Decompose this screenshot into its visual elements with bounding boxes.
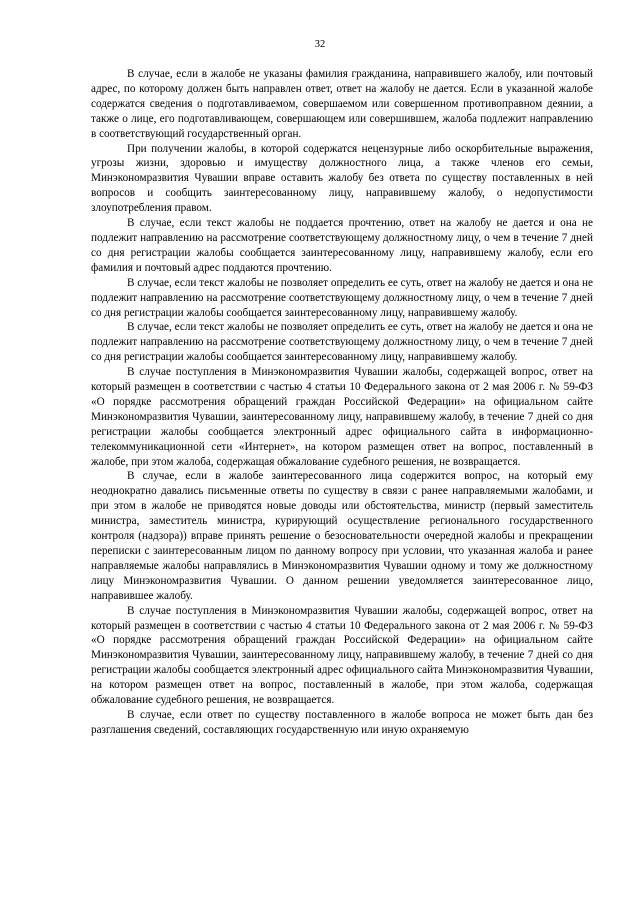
paragraph-unclear-essence: В случае, если текст жалобы не позволяет определить ее суть, ответ на жалобу не дается и она не подлежит направлению на рассмотрение соответствующему должностному лицу, о чем в течение 7 дней со дня регистрации жалобы сообщается заинтересованному лицу, направившему жалобу. xyxy=(91,276,593,319)
paragraph-unclear-essence-repeat: В случае, если текст жалобы не позволяет определить ее суть, ответ на жалобу не дается и она не подлежит направлению на рассмотрение соответствующему должностному лицу, о чем в течение 7 дней со дня регистрации жалобы сообщается заинтересованному лицу, направившему жалобу. xyxy=(91,321,593,364)
document-body xyxy=(91,67,593,738)
paragraph-answer-on-website-repeat: В случае поступления в Минэкономразвития Чувашии жалобы, содержащей вопрос, ответ на который размещен в соответствии с частью 4 статьи 10 Федерального закона от 2 мая 2006 г. № 59-ФЗ «О порядке рассмотрения обращений граждан Российской Федерации» на официальном сайте Минэкономразвития Чувашии, заинтересованному лицу, направившему жалобу, в течение 7 дней со дня регистрации жалобы сообщается электронный адрес официального сайта Минэкономразвития Чувашии, на котором размещен ответ на вопрос, поставленный в жалобе, при этом жалоба, содержащая обжалование судебного решения, не возвращается. xyxy=(91,604,593,707)
paragraph-answer-on-website: В случае поступления в Минэкономразвития Чувашии жалобы, содержащей вопрос, ответ на который размещен в соответствии с частью 4 статьи 10 Федерального закона от 2 мая 2006 г. № 59-ФЗ «О порядке рассмотрения обращений граждан Российской Федерации» на официальном сайте Минэкономразвития Чувашии, заинтересованному лицу, направившему жалобу, в течение 7 дней со дня регистрации жалобы сообщается электронный адрес официального сайта в информационно-телекоммуникационной сети «Интернет», на котором размещен ответ на вопрос, поставленный в жалобе, при этом жалоба, содержащая обжалование судебного решения, не возвращается. xyxy=(91,366,593,468)
paragraph-secret-information: В случае, если ответ по существу поставленного в жалобе вопроса не может быть дан без разглашения сведений, составляющих государственную или иную охраняемую xyxy=(91,708,593,736)
paragraph-offensive-language: При получении жалобы, в которой содержатся нецензурные либо оскорбительные выражения, угрозы жизни, здоровью и имуществу должностного лица, а также членов его семьи, Минэкономразвития Чувашии вправе оставить жалобу без ответа по существу поставленных в ней вопросов и сообщить заинтересованному лицу, направившему жалобу, о недопустимости злоупотребления правом. xyxy=(91,142,593,215)
paragraph-unreadable-text: В случае, если текст жалобы не поддается прочтению, ответ на жалобу не дается и она не подлежит направлению на рассмотрение соответствующему должностному лицу, о чем в течение 7 дней со дня регистрации жалобы сообщается заинтересованному лицу, направившему жалобу, если его фамилия и почтовый адрес поддаются прочтению. xyxy=(91,217,593,274)
paragraph-repeated-complaints: В случае, если в жалобе заинтересованного лица содержится вопрос, на который ему неоднократно давались письменные ответы по существу в связи с ранее направляемыми жалобами, и при этом в жалобе не приводятся новые доводы или обстоятельства, министр (первый заместитель министра, заместитель министра, курирующий осуществление регионального государственного контроля (надзора)) вправе принять решение о безосновательности очередной жалобы и прекращении переписки с заинтересованным лицом по данному вопросу при условии, что указанная жалоба и ранее направляемые жалобы направлялись в Минэкономразвития Чувашии одному и тому же должностному лицу Минэкономразвития Чувашии. О данном решении уведомляется заинтересованное лицо, направившее жалобу. xyxy=(91,470,593,602)
page-number: 32 xyxy=(314,39,326,50)
paragraph-anonymous-complaint: В случае, если в жалобе не указаны фамилия гражданина, направившего жалобу, или почтовый адрес, по которому должен быть направлен ответ, ответ на жалобу не дается. Если в указанной жалобе содержатся сведения о подготавливаемом, совершаемом или совершенном противоправном деянии, а также о лице, его подготавливающем, совершающем или совершившем, жалоба подлежит направлению в соответствующий государственный орган. xyxy=(91,68,593,140)
